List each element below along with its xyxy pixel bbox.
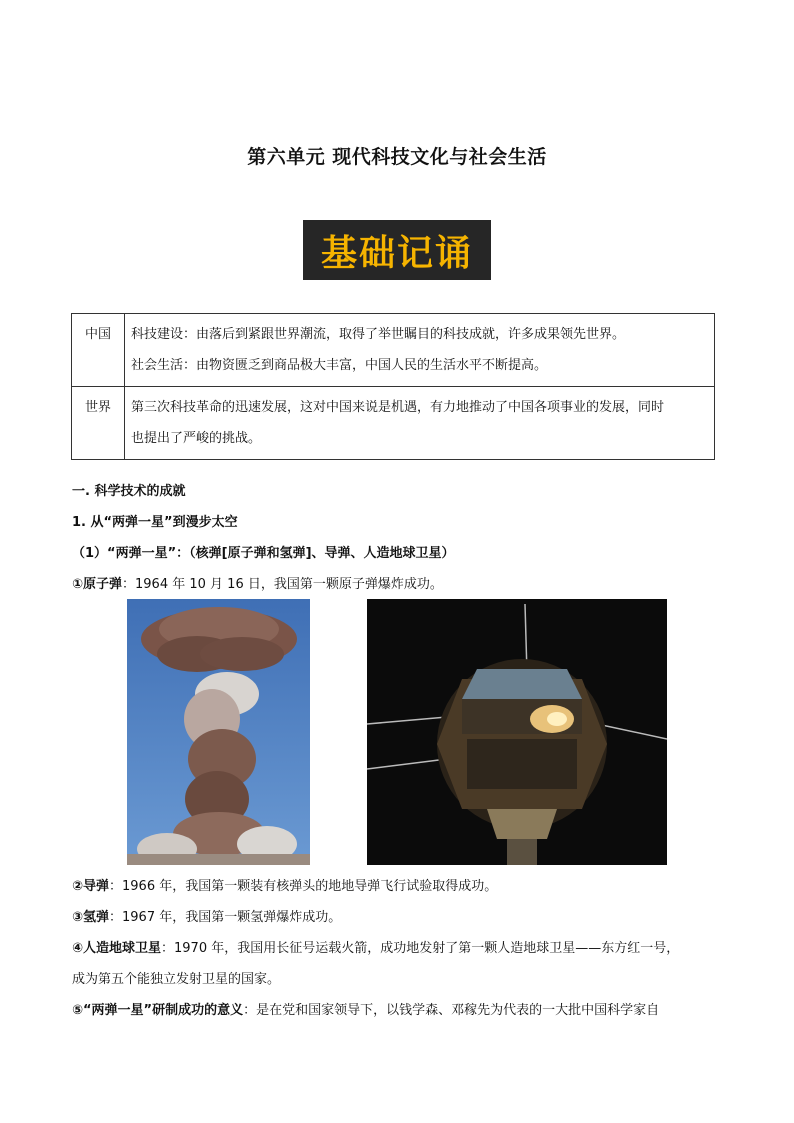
item-hydrogen-bomb xyxy=(72,906,341,925)
table-row xyxy=(72,314,715,387)
mushroom-cloud-image xyxy=(127,599,310,865)
subsection-item-heading: （1）“两弹一星”：（核弹[原子弹和氢弹]、导弹、人造地球卫星） xyxy=(72,546,455,561)
item-satellite-continued: 成为第五个能独立发射卫星的国家。 xyxy=(72,972,281,987)
row-line: 第三次科技革命的迅速发展，这对中国来说是机遇，有力地推动了中国各项事业的发展，同时 xyxy=(131,400,665,415)
item-text: ：1970 年，我国用长征号运载火箭，成功地发射了第一颗人造地球卫星——东方红一号， xyxy=(161,941,680,956)
item-label: ⑤“两弹一星”研制成功的意义 xyxy=(72,1003,244,1018)
row-line: 也提出了严峻的挑战。 xyxy=(131,431,262,446)
badge-text: 基础记诵 xyxy=(320,232,473,274)
item-text: ：1967 年，我国第一颗氢弹爆炸成功。 xyxy=(109,910,342,925)
item-satellite xyxy=(72,937,679,956)
row-line: 科技建设：由落后到紧跟世界潮流，取得了举世瞩目的科技成就，许多成果领先世界。 xyxy=(131,327,626,342)
item-label: ④人造地球卫星 xyxy=(72,941,162,956)
summary-table xyxy=(71,313,715,460)
item-missile xyxy=(72,875,497,894)
item-meaning xyxy=(72,999,659,1018)
item-label: ③氢弹 xyxy=(72,910,110,925)
row-label: 世界 xyxy=(72,387,125,460)
section-badge xyxy=(303,220,491,280)
row-line: 社会生活：由物资匮乏到商品极大丰富，中国人民的生活水平不断提高。 xyxy=(131,358,548,373)
page-title: 第六单元 现代科技文化与社会生活 xyxy=(247,146,547,168)
table-row xyxy=(72,387,715,460)
item-text: ：1964 年 10 月 16 日，我国第一颗原子弹爆炸成功。 xyxy=(122,577,443,592)
item-label: ①原子弹 xyxy=(72,577,123,592)
item-label: ②导弹 xyxy=(72,879,110,894)
row-content xyxy=(125,387,715,460)
subsection-heading: 1. 从“两弹一星”到漫步太空 xyxy=(72,515,238,530)
item-atomic-bomb xyxy=(72,573,443,592)
item-text: ：是在党和国家领导下，以钱学森、邓稼先为代表的一大批中国科学家自 xyxy=(243,1003,660,1018)
row-content xyxy=(125,314,715,387)
item-text: ：1966 年，我国第一颗装有核弹头的地地导弹飞行试验取得成功。 xyxy=(109,879,498,894)
satellite-image xyxy=(367,599,667,865)
section-heading: 一. 科学技术的成就 xyxy=(72,484,186,499)
row-label: 中国 xyxy=(72,314,125,387)
